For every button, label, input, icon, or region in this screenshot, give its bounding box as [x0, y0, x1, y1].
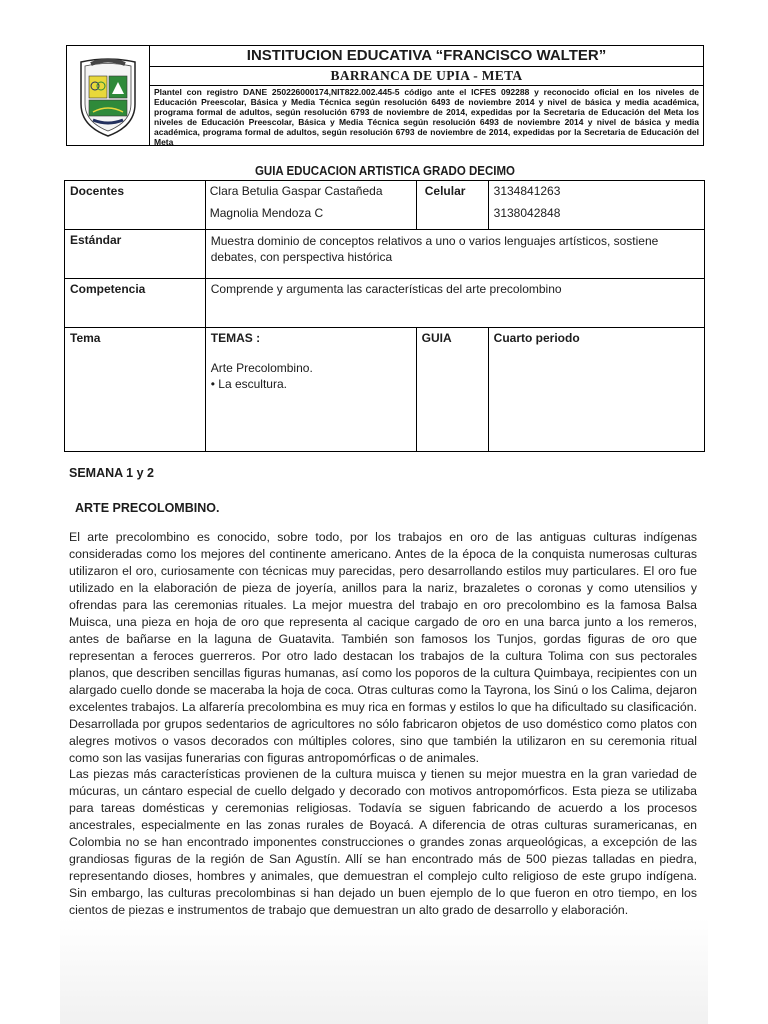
school-crest-icon: [75, 54, 141, 138]
temas-label: TEMAS :: [210, 331, 261, 345]
temas-cell: [205, 328, 416, 452]
tema-row: [65, 328, 705, 452]
body-paragraph: Las piezas más características provienen de la cultura muisca y tienen su mejor muestra en la gran variedad de múcuras, un cántaro especial de cuello delgado y decorado con motivos antropomórficos. Esta pieza se utilizaba para tareas domésticas y ceremonias religiosas. Todavía se siguen fabricando de acuerdo a los procesos ancestrales, especialmente en las zonas rurales de Boyacá. A diferencia de otras culturas suramericanas, en Colombia no se han encontrado imponentes construcciones o grandes zonas arqueológicas, a excepción de las grandiosas figuras de la región de San Agustín. Allí se han encontrado más de 500 piezas talladas en piedra, representando dioses, hombres y animales, que demuestran el complejo culto religioso de este grupo indígena. Sin embargo, las culturas precolombinas si han dejado un buen ejemplo de lo que fueron en otro tiempo, en los cientos de piezas e instrumentos de trabajo que demuestran un alto grado de desarrollo y elaboración.: [69, 767, 697, 917]
tema-item: La escultura.: [218, 377, 287, 391]
teachers-cell: [205, 181, 488, 230]
tema-bullet-item: [211, 377, 411, 391]
celular-label: Celular: [424, 184, 466, 198]
page-shade: [60, 918, 708, 1024]
guide-info-table: [64, 180, 705, 452]
school-header: [66, 45, 704, 146]
phone-number: 3134841263: [493, 184, 561, 198]
competencia-row: [65, 279, 705, 328]
school-town: BARRANCA DE UPIA - META: [150, 67, 703, 86]
tema-label: Tema: [65, 328, 206, 452]
guia-label: GUIA: [416, 328, 488, 452]
phone-number: 3138042848: [493, 206, 561, 220]
week-heading: SEMANA 1 y 2: [69, 466, 154, 480]
docentes-row: [65, 181, 705, 230]
guide-title: GUIA EDUCACION ARTISTICA GRADO DECIMO: [254, 164, 516, 178]
section-title: ARTE PRECOLOMBINO.: [75, 501, 220, 515]
docentes-label: Docentes: [65, 181, 206, 230]
estandar-row: [65, 230, 705, 279]
teacher-name: Magnolia Mendoza C: [209, 206, 324, 220]
bullet-icon: •: [210, 377, 215, 391]
header-text-block: [150, 46, 703, 145]
tema-item: Arte Precolombino.: [210, 361, 313, 375]
school-name: INSTITUCION EDUCATIVA “FRANCISCO WALTER”: [150, 46, 703, 67]
period-label: Cuarto periodo: [488, 328, 704, 452]
school-legal-text: Plantel con registro DANE 250226000174,NIT822.002.445-5 código ante el ICFES 092288 y reconocido oficial en los niveles de Educación Preescolar, Básica y Media Técnica según resolución 6493 de noviembre 2014 y nivel de básica y media académica, programa formal de adultos, según resolución 6793 de noviembre de 2014, expedidas por la Secretaria de Educación del Meta los niveles de Educación Preescolar, Básica y Media Técnica según resolución 6493 de noviembre 2014 y nivel de básica y media académica, programa formal de adultos, según resolución 6793 de noviembre de 2014, expedidas por la Secretaria de Educación del Meta: [154, 87, 699, 147]
competencia-text: Comprende y argumenta las características del arte precolombino: [205, 279, 704, 328]
body-paragraph: El arte precolombino es conocido, sobre todo, por los trabajos en oro de las antiguas culturas indígenas consideradas como los mejores del continente americano. Antes de la época de la conquista numerosas culturas utilizaron el oro, curiosamente con técnicas muy parecidas, pero desarrollando estilos muy particulares. El oro fue utilizado en la elaboración de pieza de joyería, anillos para la nariz, brazaletes o coronas y como utensilios y ofrendas para las ceremonias rituales. La mejor muestra del trabajo en oro precolombino es la famosa Balsa Muisca, una pieza en hoja de oro que representa al cacique cargado de oro en una barca junto a los remeros, antes de bañarse en la laguna de Guatavita. También son famosos los Tunjos, gordas figuras de oro que representan a feroces guerreros. Por otro lado destacan los trabajos de la cultura Tolima con sus pectorales planos, que describen sencillas figuras humanas, así como los poporos de la cultura Quimbaya, recipientes con un alargado cuello donde se maceraba la hoja de coca. Otras culturas como la Tayrona, los Sinú o los Calima, dejaron excelentes trabajos. La alfarería precolombina es muy rica en formas y estilos lo que ha dificultado su clasificación. Desarrollada por grupos sedentarios de agricultores no sólo fabricaron objetos de uso doméstico como platos con alegres motivos o vasos decorados con múltiples colores, sino que también la utilizaron en su ceremonia ritual como son las vasijas funerarias con figuras antropomórficas o de animales.: [69, 530, 697, 765]
teacher-name: Clara Betulia Gaspar Castañeda: [209, 184, 383, 198]
phones-cell: [488, 181, 704, 230]
logo-cell: [67, 46, 150, 145]
estandar-label: Estándar: [65, 230, 206, 279]
estandar-text: Muestra dominio de conceptos relativos a uno o varios lenguajes artísticos, sostiene debates, con perspectiva histórica: [205, 230, 704, 279]
competencia-label: Competencia: [65, 279, 206, 328]
